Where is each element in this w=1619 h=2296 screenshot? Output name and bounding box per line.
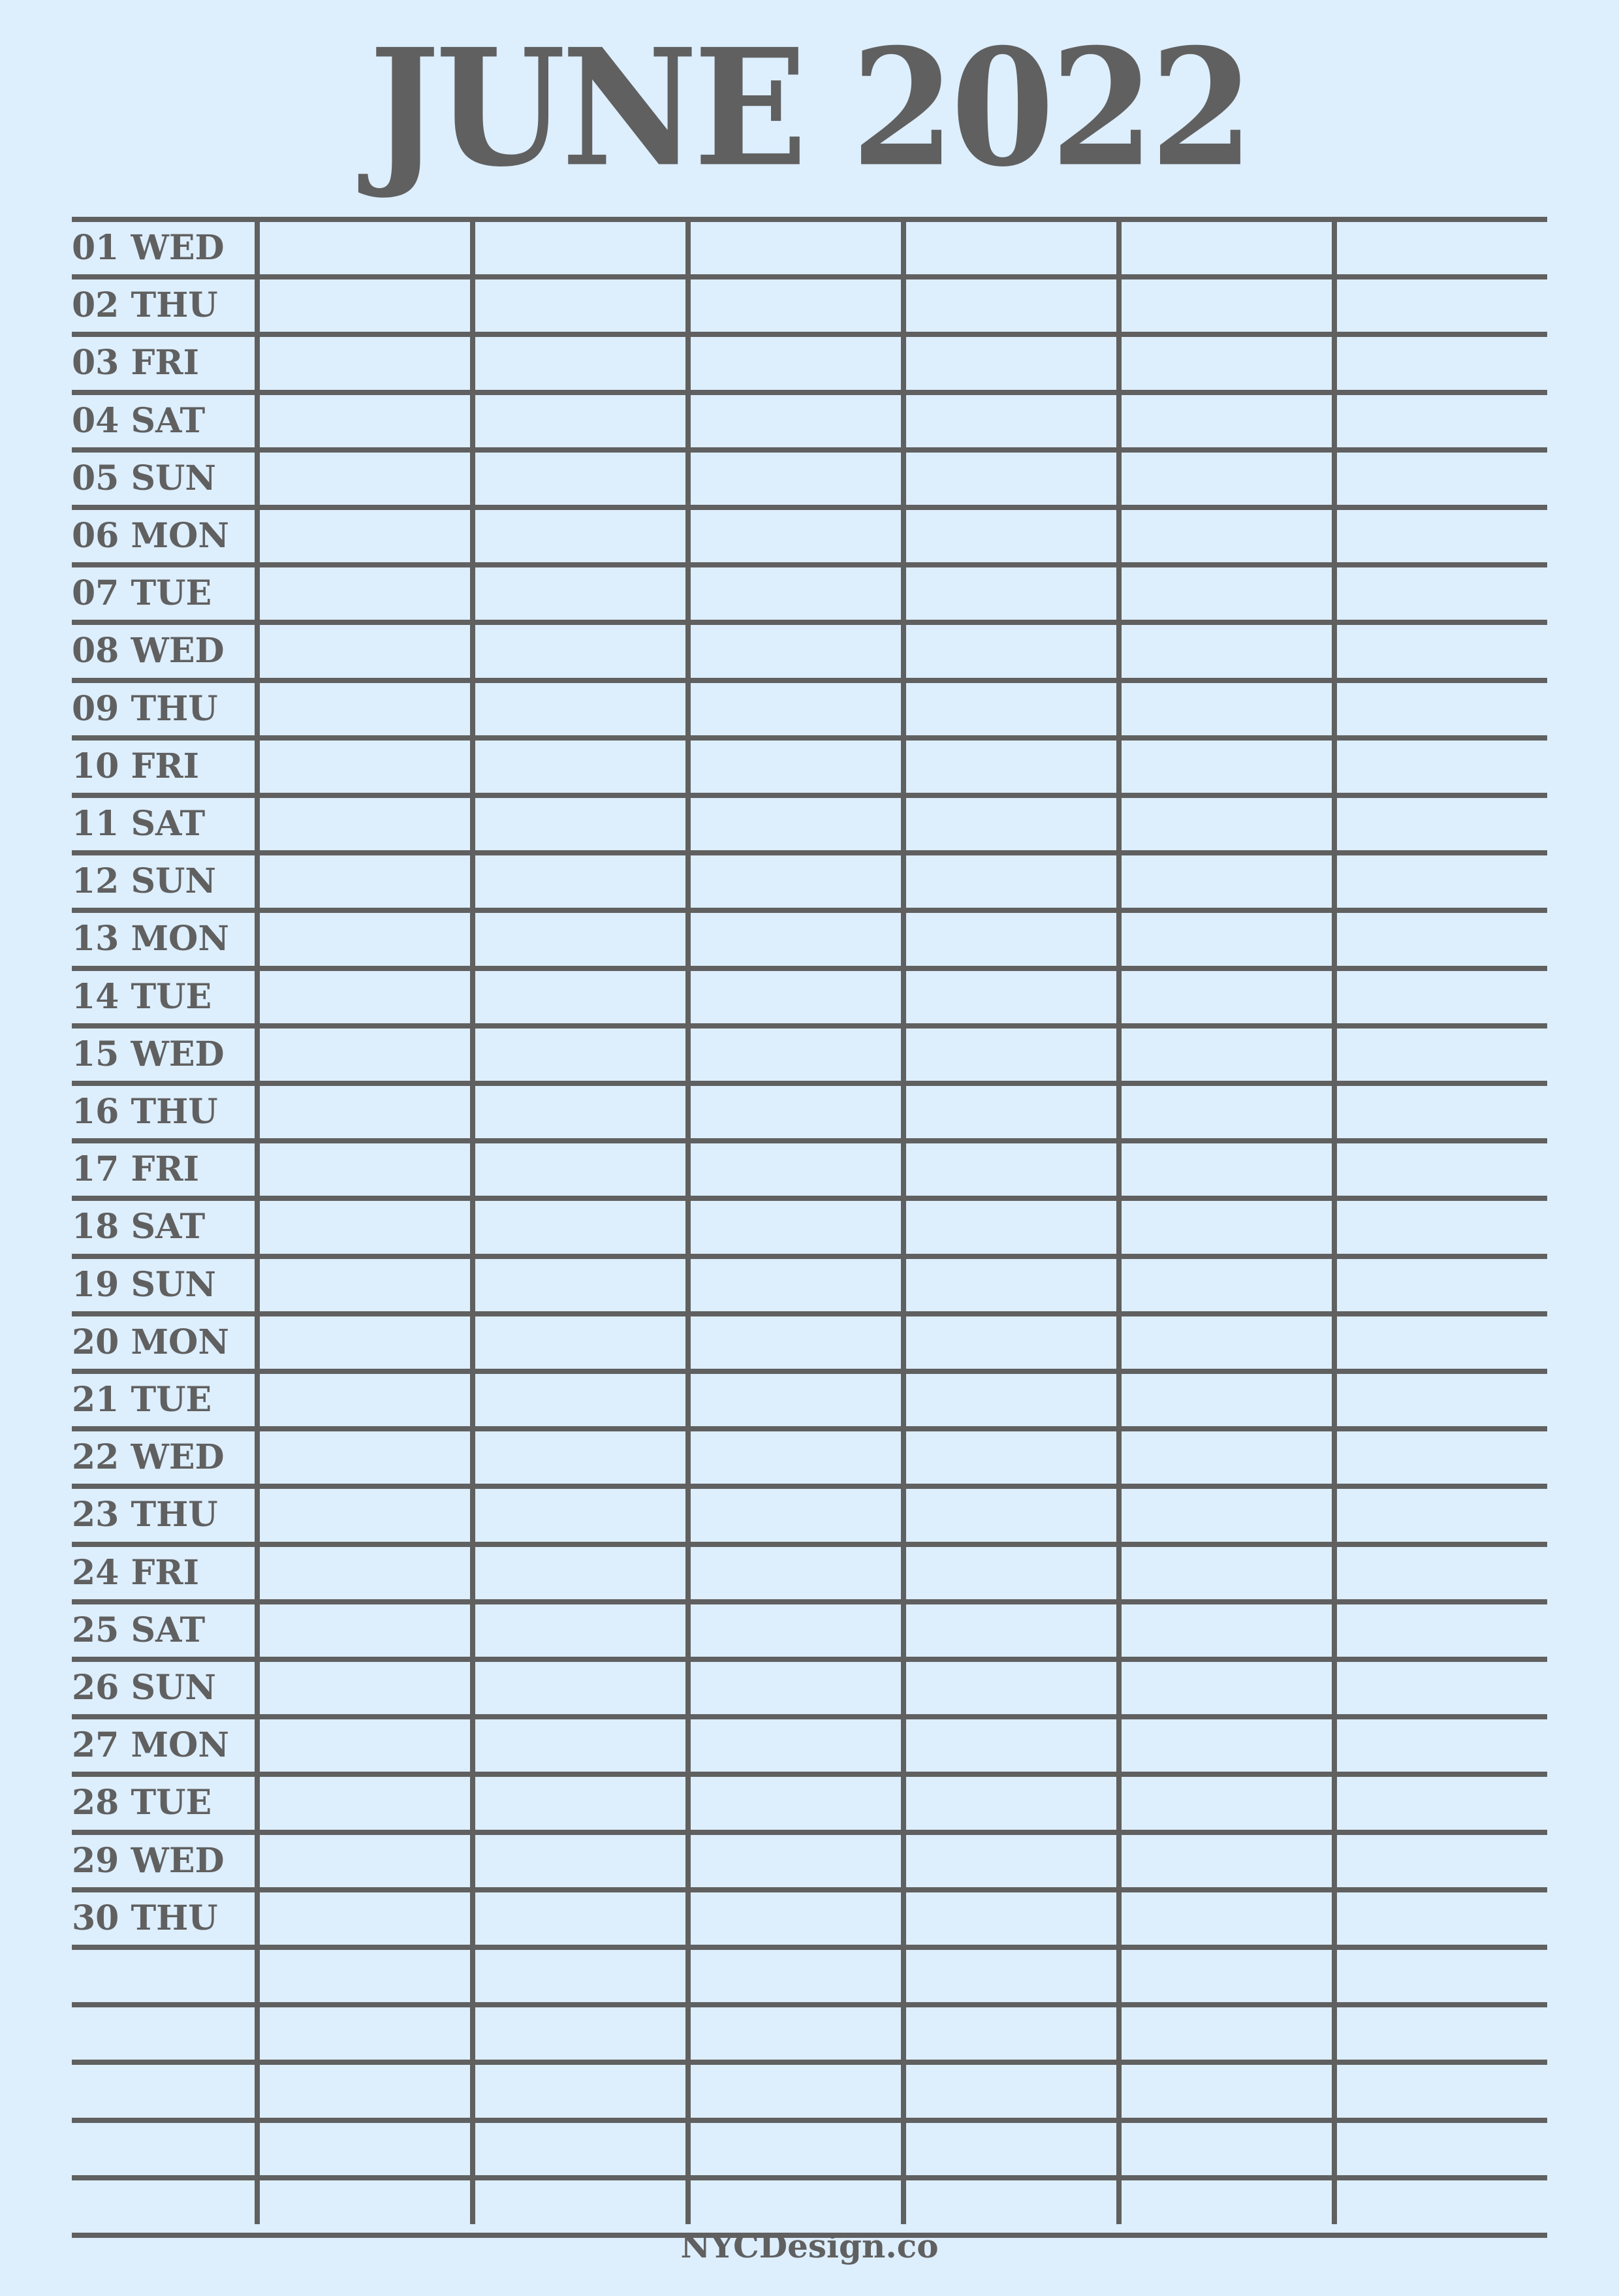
day-label: 01 WED: [72, 228, 225, 268]
row-divider: [72, 332, 1547, 337]
day-label: 19 SUN: [72, 1265, 216, 1305]
column-divider: [685, 218, 691, 2224]
day-label: 04 SAT: [72, 401, 206, 441]
row-divider: [72, 1254, 1547, 1259]
footer-brand: NYCDesign.co: [680, 2227, 939, 2265]
row-divider: [72, 562, 1547, 567]
day-label: 21 TUE: [72, 1380, 212, 1420]
day-label: 26 SUN: [72, 1668, 216, 1708]
row-divider: [72, 966, 1547, 971]
row-divider: [72, 850, 1547, 855]
day-label: 27 MON: [72, 1725, 229, 1765]
day-label: 16 THU: [72, 1092, 218, 1132]
day-label: 07 TUE: [72, 573, 212, 613]
row-divider: [72, 1484, 1547, 1489]
day-label: 29 WED: [72, 1841, 225, 1881]
day-label: 23 THU: [72, 1495, 218, 1535]
column-divider: [1116, 218, 1122, 2224]
day-label: 24 FRI: [72, 1553, 199, 1593]
row-divider: [72, 1657, 1547, 1662]
day-label: 10 FRI: [72, 746, 199, 786]
day-label: 14 TUE: [72, 977, 212, 1017]
day-label: 03 FRI: [72, 343, 199, 383]
day-label: 20 MON: [72, 1322, 229, 1362]
row-divider: [72, 1830, 1547, 1835]
day-label: 06 MON: [72, 516, 229, 556]
day-label: 28 TUE: [72, 1783, 212, 1823]
row-divider: [72, 390, 1547, 395]
day-label: 09 THU: [72, 689, 218, 729]
day-label: 17 FRI: [72, 1149, 199, 1189]
row-divider: [72, 1945, 1547, 1950]
day-label: 30 THU: [72, 1898, 218, 1938]
row-divider: [72, 274, 1547, 279]
day-label: 18 SAT: [72, 1207, 206, 1247]
row-divider: [72, 1311, 1547, 1316]
row-divider: [72, 447, 1547, 453]
row-divider: [72, 1196, 1547, 1201]
row-divider: [72, 620, 1547, 625]
row-divider: [72, 217, 1547, 222]
day-label: 15 WED: [72, 1034, 225, 1074]
row-divider: [72, 1369, 1547, 1374]
row-divider: [72, 1138, 1547, 1143]
row-divider: [72, 2175, 1547, 2180]
column-divider: [470, 218, 475, 2224]
row-divider: [72, 1023, 1547, 1028]
page-title: JUNE 2022: [369, 13, 1250, 202]
day-label: 02 THU: [72, 285, 218, 325]
row-divider: [72, 2060, 1547, 2065]
row-divider: [72, 678, 1547, 683]
row-divider: [72, 1714, 1547, 1719]
column-divider: [901, 218, 906, 2224]
row-divider: [72, 1081, 1547, 1086]
day-label: 25 SAT: [72, 1610, 206, 1650]
row-divider: [72, 793, 1547, 798]
day-label: 22 WED: [72, 1437, 225, 1477]
day-label: 05 SUN: [72, 458, 216, 498]
day-label: 11 SAT: [72, 804, 206, 844]
day-label: 12 SUN: [72, 861, 216, 901]
row-divider: [72, 505, 1547, 510]
row-divider: [72, 735, 1547, 741]
row-divider: [72, 2118, 1547, 2123]
day-label: 08 WED: [72, 631, 225, 671]
column-divider: [255, 218, 260, 2224]
row-divider: [72, 1542, 1547, 1547]
row-divider: [72, 1599, 1547, 1604]
row-divider: [72, 1426, 1547, 1431]
row-divider: [72, 1772, 1547, 1777]
row-divider: [72, 908, 1547, 913]
column-divider: [1332, 218, 1337, 2224]
row-divider: [72, 2002, 1547, 2007]
row-divider: [72, 1887, 1547, 1892]
day-label: 13 MON: [72, 919, 229, 959]
